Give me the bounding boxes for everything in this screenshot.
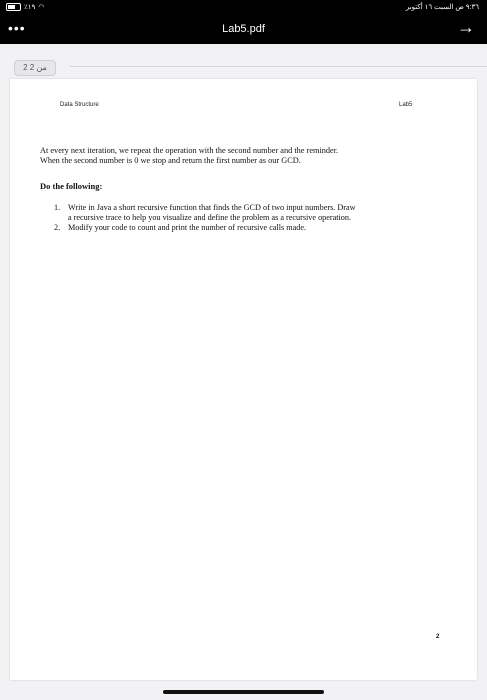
status-left	[6, 3, 44, 11]
list-item-line: a recursive trace to help you visualize and define the problem as a recursive operation.	[68, 213, 352, 222]
status-bar	[0, 0, 487, 14]
list-number: 2.	[54, 223, 61, 232]
share-arrow-button[interactable]: →	[457, 17, 475, 37]
header-left: Data Structure	[60, 102, 99, 108]
battery-icon	[6, 3, 21, 11]
paragraph-line: When the second number is 0 we stop and return the first number as our GCD.	[40, 156, 301, 165]
header-right: Lab5	[399, 102, 413, 108]
page-number: 2	[436, 634, 440, 640]
status-time-date: ٩:٣٦ ص السبت ١٦ أكتوبر	[405, 4, 479, 11]
page-indicator: 2 من 2	[14, 60, 56, 76]
more-options-button[interactable]: •••	[8, 20, 26, 36]
wifi-icon: ◠	[38, 4, 45, 11]
home-indicator[interactable]	[163, 690, 324, 694]
list-item	[54, 223, 449, 233]
section-heading: Do the following:	[40, 181, 103, 191]
intro-paragraph	[40, 146, 440, 166]
pdf-page[interactable]	[10, 79, 477, 680]
list-item	[54, 203, 449, 223]
battery-percent: ٪١٩	[24, 4, 36, 11]
list-item-line: Modify your code to count and print the number of recursive calls made.	[68, 223, 307, 232]
nav-bar	[0, 14, 487, 44]
page-divider	[70, 66, 487, 67]
list-number: 1.	[54, 203, 61, 212]
task-list	[54, 203, 449, 233]
paragraph-line: At every next iteration, we repeat the operation with the second number and the reminder.	[40, 146, 339, 155]
list-item-line: Write in Java a short recursive function that finds the GCD of two input numbers. Draw	[68, 203, 356, 212]
document-title: Lab5.pdf	[222, 23, 265, 35]
